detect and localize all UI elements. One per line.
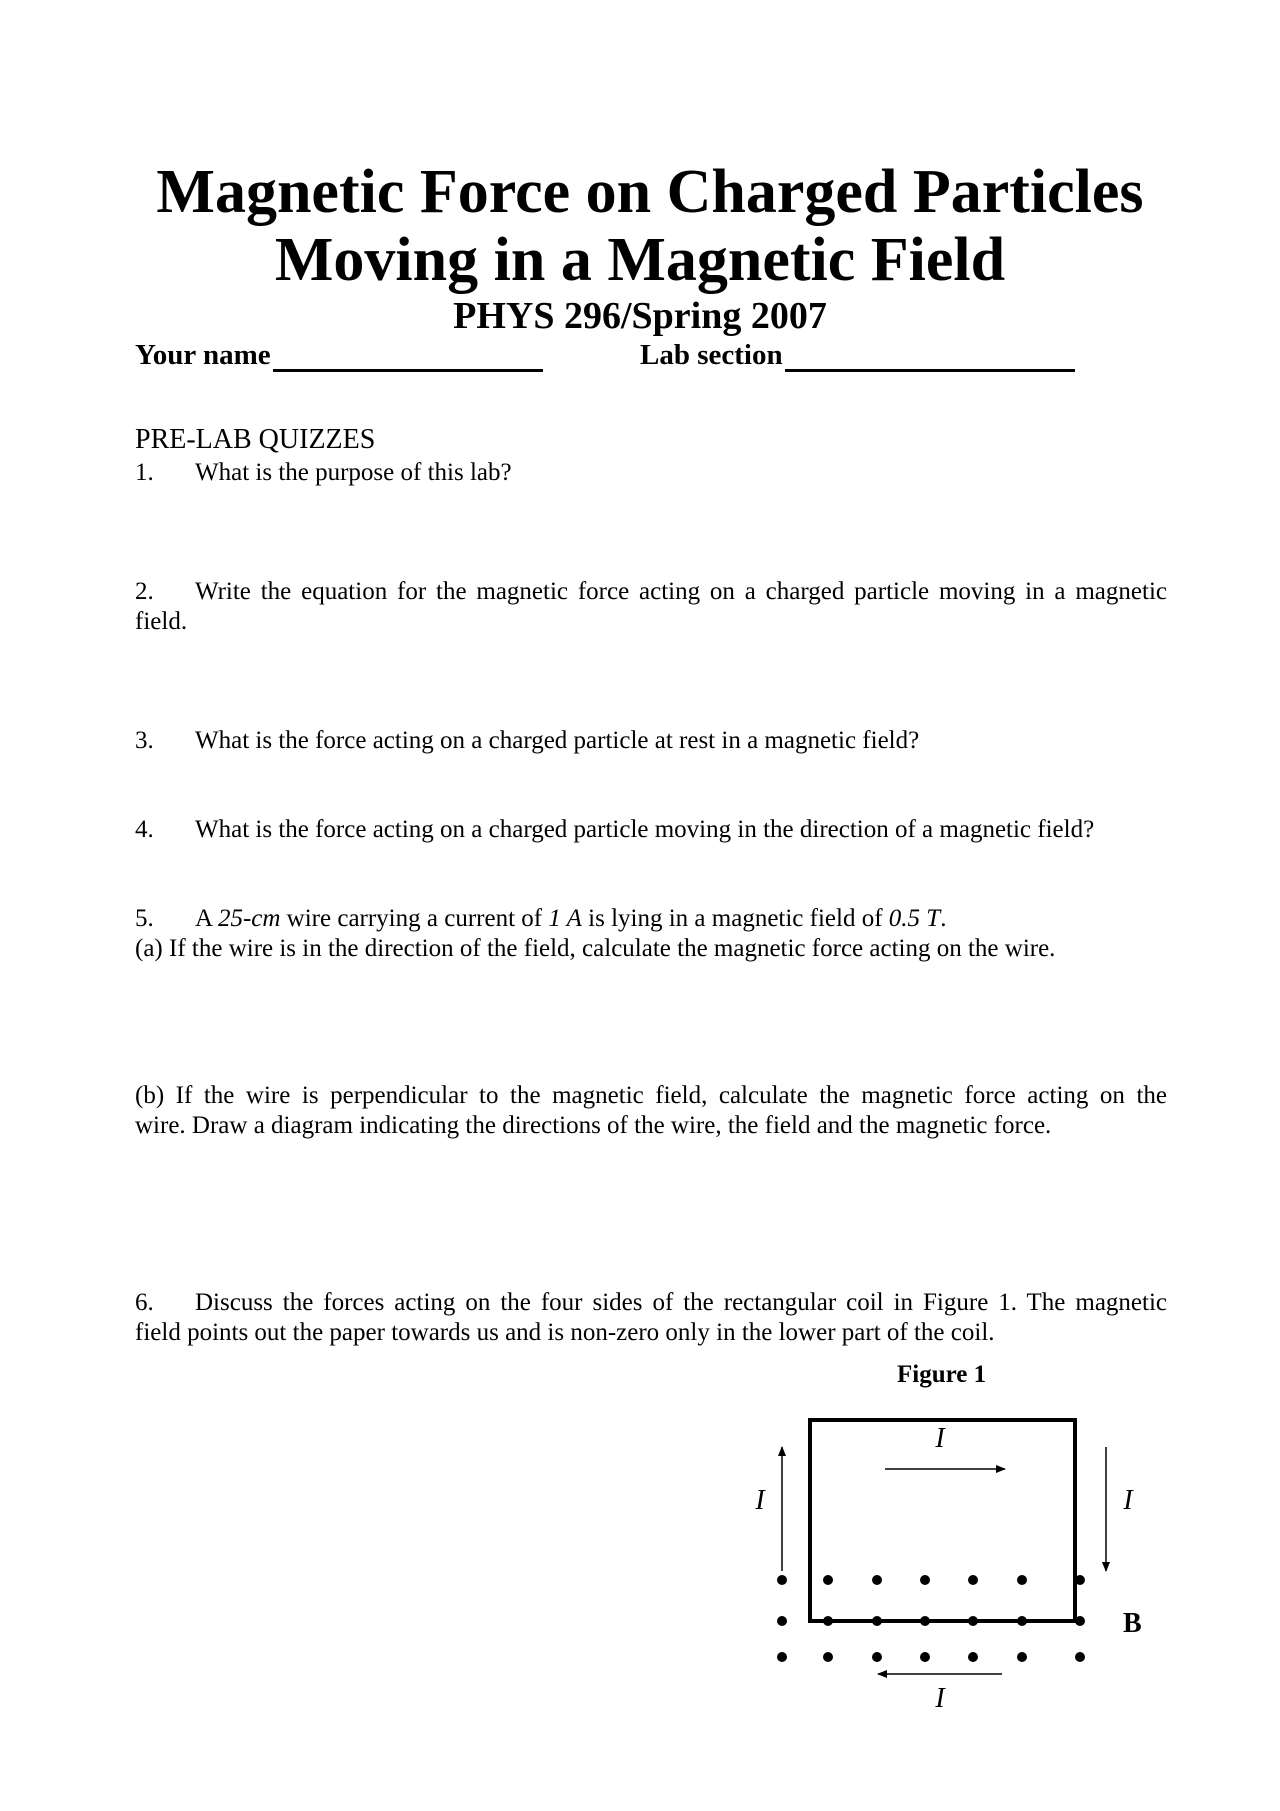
- prelab-heading: PRE-LAB QUIZZES: [135, 424, 376, 455]
- question-2-text: Write the equation for the magnetic force acting on a charged particle moving in a magnetic: [195, 578, 1167, 605]
- lab-section-label: Lab section: [640, 339, 783, 371]
- field-dot: [1017, 1652, 1027, 1662]
- question-5-intro-b: wire carrying a current of: [280, 905, 549, 932]
- field-dot: [1017, 1616, 1027, 1626]
- question-2-number: 2.: [135, 578, 154, 605]
- field-dot: [968, 1616, 978, 1626]
- magnetic-field-dots: [777, 1575, 1085, 1662]
- field-dot: [968, 1575, 978, 1585]
- title-line-1: Magnetic Force on Charged Particles: [156, 158, 1144, 226]
- field-dot: [920, 1652, 930, 1662]
- field-dot: [872, 1652, 882, 1662]
- question-2-line-1: [135, 577, 1167, 607]
- question-2-line-2: field.: [135, 608, 188, 635]
- field-dot: [777, 1616, 787, 1626]
- field-dot: [777, 1575, 787, 1585]
- left-current-label: I: [755, 1485, 765, 1516]
- question-6-line-2: field points out the paper towards us and is non-zero only in the lower part of the coil.: [135, 1319, 995, 1346]
- lab-section-blank[interactable]: [785, 339, 1075, 372]
- your-name-blank[interactable]: [273, 339, 543, 372]
- field-dot: [777, 1652, 787, 1662]
- lab-section-field: [640, 338, 1075, 372]
- field-dot: [968, 1652, 978, 1662]
- top-current-label: I: [935, 1423, 945, 1454]
- question-5-part-b-line-1: (b) If the wire is perpendicular to the magnetic field, calculate the magnetic force acting on the: [135, 1082, 1167, 1109]
- question-5-intro: [135, 904, 946, 934]
- question-1-text: What is the purpose of this lab?: [195, 459, 512, 486]
- question-1-number: 1.: [135, 459, 154, 486]
- question-6-line-1: [135, 1288, 1167, 1318]
- field-dot: [823, 1616, 833, 1626]
- question-5-intro-a: A: [195, 905, 218, 932]
- question-5-part-a: (a) If the wire is in the direction of the field, calculate the magnetic force acting on the wire.: [135, 935, 1056, 962]
- question-5-length: 25-cm: [217, 905, 281, 932]
- question-5-current: 1 A: [548, 905, 582, 932]
- question-5-part-b-line-2: wire. Draw a diagram indicating the directions of the wire, the field and the magnetic force.: [135, 1112, 1052, 1139]
- field-dot: [920, 1616, 930, 1626]
- question-4: [135, 815, 1094, 845]
- field-dot: [1017, 1575, 1027, 1585]
- figure-caption: Figure 1: [897, 1361, 987, 1388]
- your-name-field: [135, 338, 543, 372]
- field-dot: [872, 1575, 882, 1585]
- field-dot: [872, 1616, 882, 1626]
- question-6-number: 6.: [135, 1289, 154, 1316]
- question-3: [135, 726, 919, 756]
- field-dot: [823, 1575, 833, 1585]
- title-line-2: Moving in a Magnetic Field: [274, 226, 1006, 294]
- magnetic-field-label: B: [1123, 1608, 1142, 1639]
- field-dot: [1075, 1575, 1085, 1585]
- field-dot: [920, 1575, 930, 1585]
- question-3-text: What is the force acting on a charged particle at rest in a magnetic field?: [195, 727, 920, 754]
- question-5-field: 0.5 T: [888, 905, 941, 932]
- question-4-number: 4.: [135, 816, 154, 843]
- field-dot: [1075, 1616, 1085, 1626]
- question-5-intro-d: .: [940, 905, 947, 932]
- right-current-label: I: [1123, 1485, 1133, 1516]
- course-label: PHYS 296/Spring 2007: [453, 295, 827, 337]
- figure-1-diagram: [730, 1385, 1150, 1715]
- question-4-text: What is the force acting on a charged particle moving in the direction of a magnetic field?: [195, 816, 1095, 843]
- question-5-number: 5.: [135, 905, 154, 932]
- question-6-text: Discuss the forces acting on the four sides of the rectangular coil in Figure 1. The magnetic: [195, 1289, 1167, 1316]
- question-1: [135, 458, 512, 488]
- question-5-intro-c: is lying in a magnetic field of: [581, 905, 889, 932]
- question-3-number: 3.: [135, 727, 154, 754]
- field-dot: [1075, 1652, 1085, 1662]
- your-name-label: Your name: [135, 339, 271, 371]
- bottom-current-label: I: [935, 1683, 945, 1714]
- field-dot: [823, 1652, 833, 1662]
